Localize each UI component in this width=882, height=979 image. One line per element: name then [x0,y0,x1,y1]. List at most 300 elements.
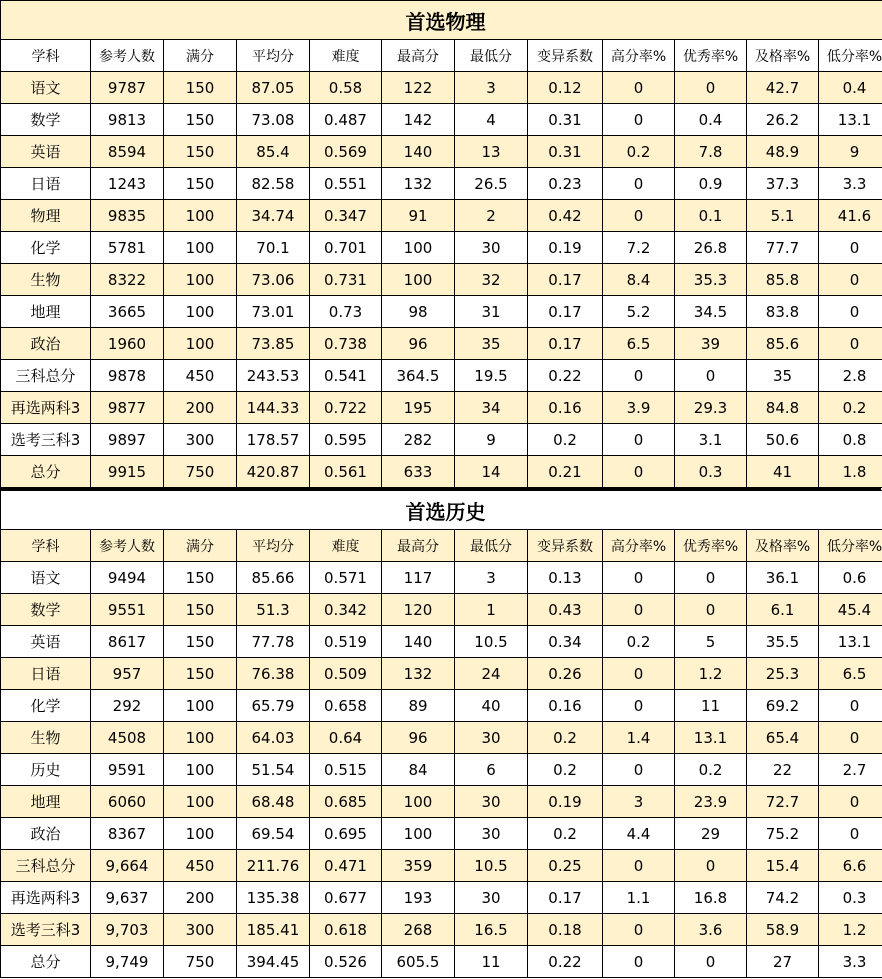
table-cell: 117 [382,562,455,594]
table-cell: 75.2 [747,818,819,850]
row-subject-cell: 日语 [1,168,91,200]
table-cell: 8367 [91,818,164,850]
table-cell: 13.1 [819,626,882,658]
table-cell: 450 [164,360,237,392]
table-cell: 0.17 [528,264,603,296]
table-cell: 0 [603,456,675,488]
column-header: 参考人数 [91,40,164,72]
table-cell: 2.7 [819,754,882,786]
table-cell: 0.519 [310,626,382,658]
table-cell: 0.722 [310,392,382,424]
table-row [1,946,882,978]
table-cell: 0.618 [310,914,382,946]
table-cell: 0.561 [310,456,382,488]
table-cell: 30 [455,818,528,850]
table-cell: 420.87 [237,456,310,488]
table-cell: 2.8 [819,360,882,392]
table-cell: 0.526 [310,946,382,978]
table-row [1,594,882,626]
table-cell: 140 [382,626,455,658]
table-cell: 9494 [91,562,164,594]
table-cell: 0.595 [310,424,382,456]
column-header: 变异系数 [528,40,603,72]
table-cell: 0.64 [310,722,382,754]
table-cell: 150 [164,104,237,136]
table-cell: 100 [382,786,455,818]
table-row [1,200,882,232]
table-cell: 26.5 [455,168,528,200]
table-cell: 0 [675,72,747,104]
table-cell: 0.12 [528,72,603,104]
row-subject-cell: 英语 [1,626,91,658]
table-cell: 0 [603,72,675,104]
table-row [1,786,882,818]
table-cell: 1.2 [819,914,882,946]
table-cell: 1.8 [819,456,882,488]
table-cell: 100 [164,818,237,850]
table-cell: 85.66 [237,562,310,594]
table-row [1,658,882,690]
table-cell: 0 [603,360,675,392]
table-cell: 4 [455,104,528,136]
column-header: 优秀率% [675,530,747,562]
table-cell: 69.54 [237,818,310,850]
table-cell: 1.2 [675,658,747,690]
table-cell: 0.2 [528,818,603,850]
table-row [1,424,882,456]
table-row [1,850,882,882]
table-row [1,392,882,424]
table-cell: 9878 [91,360,164,392]
table-cell: 51.54 [237,754,310,786]
table-cell: 0.21 [528,456,603,488]
table-cell: 0 [675,850,747,882]
table-cell: 0 [603,104,675,136]
row-subject-cell: 化学 [1,690,91,722]
table-cell: 243.53 [237,360,310,392]
table-cell: 0.17 [528,882,603,914]
row-subject-cell: 地理 [1,786,91,818]
table-cell: 73.01 [237,296,310,328]
table-cell: 0.42 [528,200,603,232]
table-cell: 132 [382,658,455,690]
table-cell: 72.7 [747,786,819,818]
table-cell: 70.1 [237,232,310,264]
table-cell: 300 [164,424,237,456]
table-cell: 0.2 [675,754,747,786]
table-cell: 0.34 [528,626,603,658]
header-row [1,40,882,72]
table-cell: 9,749 [91,946,164,978]
table-cell: 34.74 [237,200,310,232]
row-subject-cell: 语文 [1,72,91,104]
table-cell: 26.8 [675,232,747,264]
table-cell: 0 [819,818,882,850]
column-header: 满分 [164,530,237,562]
table-cell: 14 [455,456,528,488]
table-cell: 0 [603,168,675,200]
table-cell: 4.4 [603,818,675,850]
table-cell: 11 [675,690,747,722]
table-row [1,754,882,786]
table-cell: 0.2 [528,754,603,786]
table-title: 首选物理 [1,1,882,40]
table-cell: 750 [164,456,237,488]
table-cell: 32 [455,264,528,296]
table-cell: 3 [455,72,528,104]
table-cell: 51.3 [237,594,310,626]
row-subject-cell: 生物 [1,722,91,754]
table-cell: 140 [382,136,455,168]
table-cell: 69.2 [747,690,819,722]
row-subject-cell: 化学 [1,232,91,264]
table-cell: 13.1 [819,104,882,136]
table-cell: 150 [164,594,237,626]
table-cell: 0.58 [310,72,382,104]
row-subject-cell: 三科总分 [1,850,91,882]
table-row [1,168,882,200]
table-cell: 89 [382,690,455,722]
table-cell: 3.9 [603,392,675,424]
table-cell: 150 [164,658,237,690]
table-cell: 268 [382,914,455,946]
table-row [1,136,882,168]
table-cell: 100 [164,200,237,232]
table-cell: 76.38 [237,658,310,690]
table-cell: 25.3 [747,658,819,690]
table-cell: 9897 [91,424,164,456]
table-cell: 0.16 [528,392,603,424]
table-cell: 300 [164,914,237,946]
table-cell: 6 [455,754,528,786]
table-cell: 0.2 [819,392,882,424]
row-subject-cell: 政治 [1,328,91,360]
table-cell: 9787 [91,72,164,104]
table-cell: 750 [164,946,237,978]
table-cell: 120 [382,594,455,626]
table-cell: 30 [455,722,528,754]
column-header: 低分率% [819,530,882,562]
table-cell: 35 [455,328,528,360]
table-row [1,328,882,360]
table-cell: 22 [747,754,819,786]
table-cell: 185.41 [237,914,310,946]
table-cell: 35 [747,360,819,392]
table-cell: 0 [603,200,675,232]
table-cell: 0.17 [528,296,603,328]
table-cell: 0.551 [310,168,382,200]
column-header: 高分率% [603,40,675,72]
table-cell: 85.4 [237,136,310,168]
table-cell: 1.4 [603,722,675,754]
table-cell: 87.05 [237,72,310,104]
table-cell: 34 [455,392,528,424]
table-cell: 193 [382,882,455,914]
table-cell: 0.3 [819,882,882,914]
column-header: 平均分 [237,530,310,562]
table-cell: 0.31 [528,104,603,136]
table-cell: 0.22 [528,360,603,392]
table-cell: 0 [819,690,882,722]
table-cell: 98 [382,296,455,328]
table-cell: 100 [164,754,237,786]
table-row [1,882,882,914]
table-cell: 100 [164,296,237,328]
table-cell: 85.8 [747,264,819,296]
table-cell: 73.85 [237,328,310,360]
column-header: 最高分 [382,40,455,72]
table-cell: 150 [164,168,237,200]
table-cell: 100 [164,690,237,722]
table-cell: 0.541 [310,360,382,392]
table-cell: 150 [164,136,237,168]
table-cell: 26.2 [747,104,819,136]
table-cell: 200 [164,392,237,424]
row-subject-cell: 数学 [1,594,91,626]
table-cell: 100 [164,232,237,264]
table-cell: 3.3 [819,946,882,978]
row-subject-cell: 日语 [1,658,91,690]
table-cell: 0.677 [310,882,382,914]
column-header: 学科 [1,530,91,562]
table-cell: 0.731 [310,264,382,296]
table-cell: 0 [603,562,675,594]
table-cell: 450 [164,850,237,882]
table-cell: 957 [91,658,164,690]
table-cell: 64.03 [237,722,310,754]
table-cell: 0.701 [310,232,382,264]
table-cell: 3665 [91,296,164,328]
column-header: 低分率% [819,40,882,72]
table-cell: 16.5 [455,914,528,946]
table-cell: 0 [603,424,675,456]
table-cell: 0.13 [528,562,603,594]
table-cell: 394.45 [237,946,310,978]
table-cell: 8322 [91,264,164,296]
table-cell: 0.571 [310,562,382,594]
table-cell: 9591 [91,754,164,786]
table-cell: 0.19 [528,232,603,264]
table-cell: 83.8 [747,296,819,328]
table-cell: 100 [382,818,455,850]
table-cell: 5.2 [603,296,675,328]
table-cell: 5 [675,626,747,658]
table-cell: 0.4 [675,104,747,136]
table-cell: 100 [164,722,237,754]
table-row [1,562,882,594]
table-cell: 91 [382,200,455,232]
table-cell: 48.9 [747,136,819,168]
table-cell: 40 [455,690,528,722]
table-cell: 6.5 [819,658,882,690]
table-cell: 144.33 [237,392,310,424]
row-subject-cell: 英语 [1,136,91,168]
table-cell: 2 [455,200,528,232]
table-cell: 1243 [91,168,164,200]
table-row [1,690,882,722]
table-cell: 605.5 [382,946,455,978]
table-cell: 42.7 [747,72,819,104]
table-cell: 6.1 [747,594,819,626]
table-cell: 36.1 [747,562,819,594]
table-cell: 0.17 [528,328,603,360]
table-cell: 0.8 [819,424,882,456]
table-cell: 58.9 [747,914,819,946]
table-cell: 211.76 [237,850,310,882]
column-header: 及格率% [747,40,819,72]
table-cell: 6060 [91,786,164,818]
table-cell: 13 [455,136,528,168]
table-cell: 9,664 [91,850,164,882]
table-cell: 96 [382,328,455,360]
table-cell: 6.6 [819,850,882,882]
row-subject-cell: 物理 [1,200,91,232]
table-cell: 0.1 [675,200,747,232]
table-cell: 35.5 [747,626,819,658]
table-cell: 132 [382,168,455,200]
table-cell: 4508 [91,722,164,754]
row-subject-cell: 数学 [1,104,91,136]
table-cell: 135.38 [237,882,310,914]
table-cell: 27 [747,946,819,978]
table-cell: 34.5 [675,296,747,328]
table-cell: 3.6 [675,914,747,946]
table-cell: 0.4 [819,72,882,104]
table-cell: 0.685 [310,786,382,818]
table-cell: 96 [382,722,455,754]
table-cell: 39 [675,328,747,360]
table-cell: 5.1 [747,200,819,232]
table-cell: 1.1 [603,882,675,914]
table-cell: 0.2 [528,722,603,754]
table-cell: 9877 [91,392,164,424]
table-cell: 0 [819,722,882,754]
column-header: 最低分 [455,40,528,72]
table-cell: 0 [675,562,747,594]
table-cell: 0 [603,594,675,626]
table-cell: 8594 [91,136,164,168]
header-row [1,530,882,562]
table-cell: 9915 [91,456,164,488]
table-cell: 16.8 [675,882,747,914]
table-cell: 0.2 [603,136,675,168]
table-row [1,296,882,328]
table-cell: 13.1 [675,722,747,754]
table-cell: 19.5 [455,360,528,392]
table-cell: 24 [455,658,528,690]
table-cell: 150 [164,626,237,658]
table-cell: 3.1 [675,424,747,456]
table-row [1,914,882,946]
table-cell: 1960 [91,328,164,360]
table-cell: 77.78 [237,626,310,658]
row-subject-cell: 地理 [1,296,91,328]
column-header: 最高分 [382,530,455,562]
row-subject-cell: 选考三科3 [1,424,91,456]
row-subject-cell: 政治 [1,818,91,850]
table-cell: 31 [455,296,528,328]
table-cell: 0.515 [310,754,382,786]
table-cell: 30 [455,786,528,818]
table-cell: 6.5 [603,328,675,360]
table-cell: 3 [603,786,675,818]
table-cell: 100 [164,786,237,818]
table-cell: 0.26 [528,658,603,690]
table-cell: 0.342 [310,594,382,626]
table-cell: 0.31 [528,136,603,168]
table-history [0,490,882,978]
table-cell: 7.8 [675,136,747,168]
table-cell: 0.2 [603,626,675,658]
table-cell: 8617 [91,626,164,658]
table-cell: 23.9 [675,786,747,818]
table-cell: 0 [675,594,747,626]
table-cell: 84 [382,754,455,786]
table-cell: 73.06 [237,264,310,296]
column-header: 平均分 [237,40,310,72]
row-subject-cell: 选考三科3 [1,914,91,946]
table-cell: 8.4 [603,264,675,296]
table-cell: 41 [747,456,819,488]
table-cell: 0 [603,914,675,946]
row-subject-cell: 历史 [1,754,91,786]
table-cell: 5781 [91,232,164,264]
table-cell: 195 [382,392,455,424]
table-cell: 142 [382,104,455,136]
row-subject-cell: 总分 [1,946,91,978]
row-subject-cell: 三科总分 [1,360,91,392]
row-subject-cell: 再选两科3 [1,882,91,914]
table-row [1,626,882,658]
table-cell: 100 [164,328,237,360]
table-cell: 84.8 [747,392,819,424]
table-physics [0,0,882,488]
table-cell: 0.569 [310,136,382,168]
table-cell: 0.43 [528,594,603,626]
table-cell: 9813 [91,104,164,136]
table-cell: 3.3 [819,168,882,200]
table-cell: 10.5 [455,626,528,658]
table-cell: 0.73 [310,296,382,328]
table-cell: 0 [603,946,675,978]
column-header: 参考人数 [91,530,164,562]
physics-title-row [1,1,882,40]
table-cell: 9551 [91,594,164,626]
table-cell: 0 [603,690,675,722]
column-header: 难度 [310,530,382,562]
row-subject-cell: 生物 [1,264,91,296]
table-cell: 3 [455,562,528,594]
row-subject-cell: 语文 [1,562,91,594]
table-row [1,456,882,488]
table-cell: 30 [455,232,528,264]
table-cell: 0.16 [528,690,603,722]
table-cell: 178.57 [237,424,310,456]
table-cell: 41.6 [819,200,882,232]
column-header: 满分 [164,40,237,72]
table-cell: 29.3 [675,392,747,424]
table-cell: 0 [819,786,882,818]
table-cell: 282 [382,424,455,456]
table-cell: 100 [382,232,455,264]
table-cell: 0.487 [310,104,382,136]
table-cell: 0.25 [528,850,603,882]
table-cell: 633 [382,456,455,488]
table-cell: 74.2 [747,882,819,914]
table-cell: 0.471 [310,850,382,882]
table-cell: 0.658 [310,690,382,722]
table-cell: 0 [603,850,675,882]
